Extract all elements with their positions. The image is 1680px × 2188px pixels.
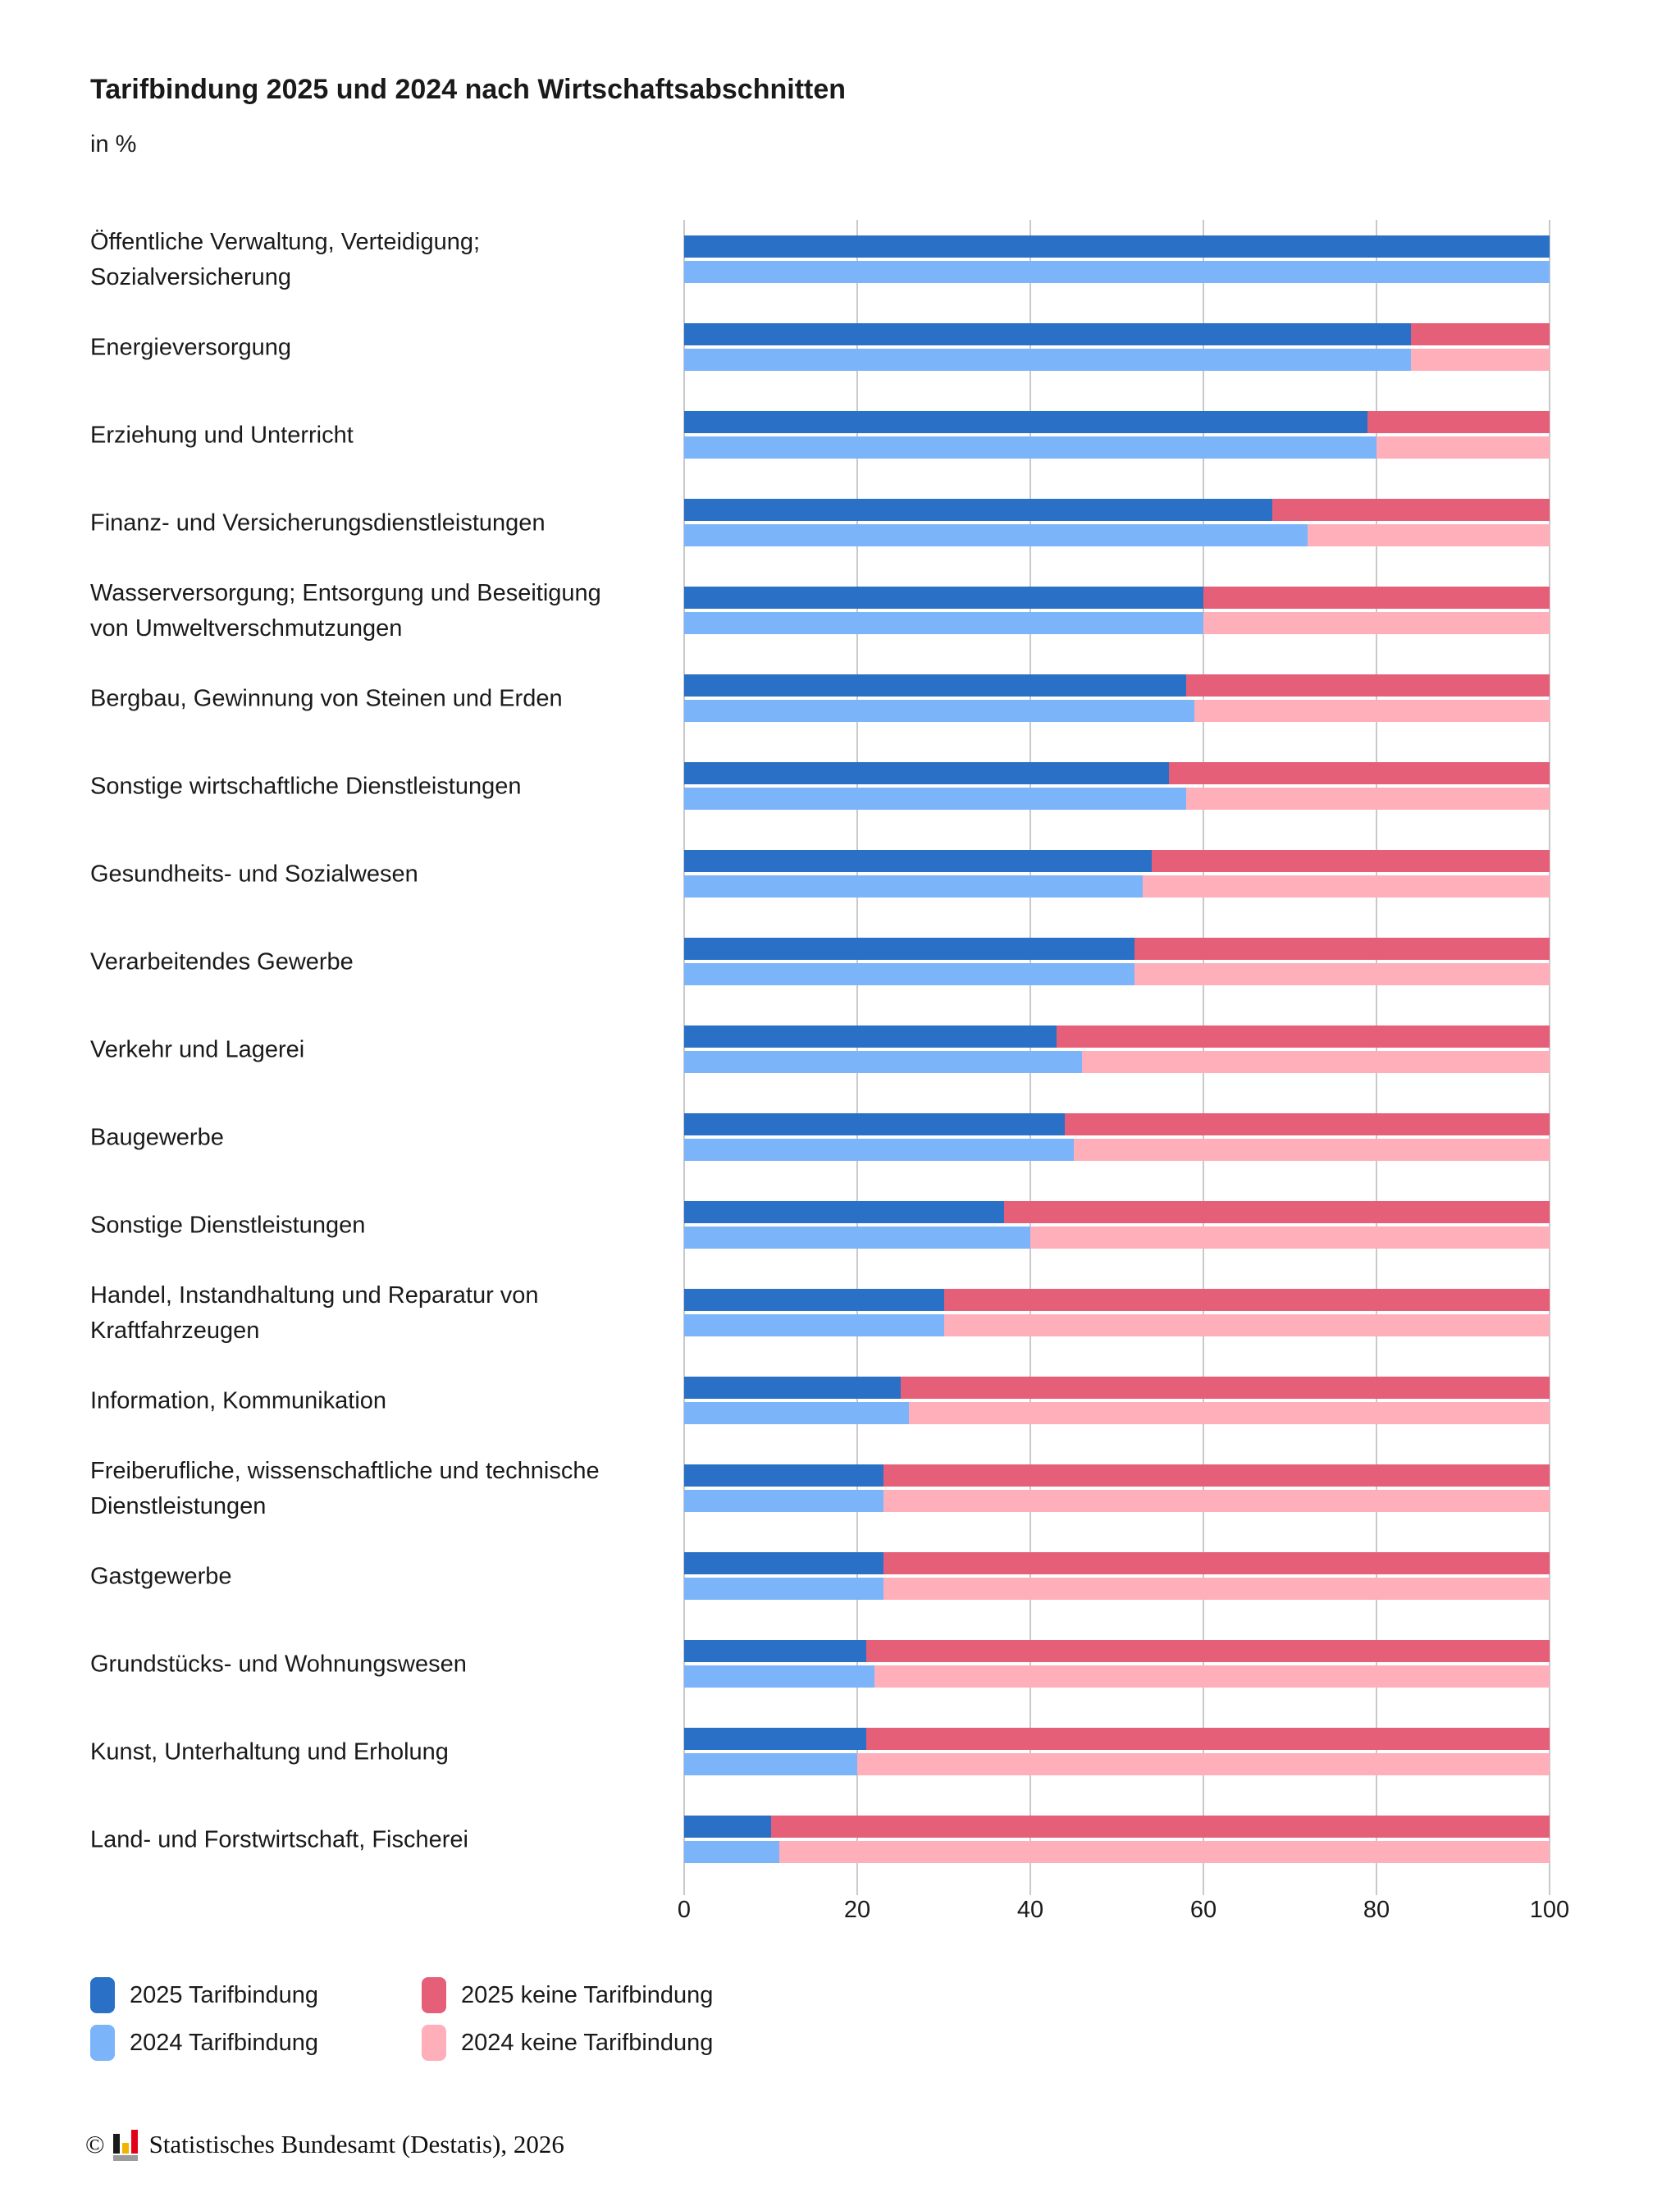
bar-pair [684, 499, 1550, 546]
x-tick-label: 80 [1363, 1897, 1390, 1923]
bar-2024 [684, 1139, 1550, 1161]
bar-pair [684, 938, 1550, 985]
segment-2025-keine-tarifbindung [1134, 938, 1550, 960]
bar-2024 [684, 261, 1550, 283]
segment-2024-keine-tarifbindung [909, 1402, 1550, 1424]
bar-2024 [684, 1402, 1550, 1424]
segment-2024-tarifbindung [684, 1578, 883, 1600]
segment-2024-keine-tarifbindung [1376, 436, 1550, 459]
category-label: Verkehr und Lagerei [90, 1036, 305, 1062]
segment-2024-keine-tarifbindung [779, 1841, 1550, 1863]
bar-2025 [684, 1464, 1550, 1487]
legend-item [90, 2025, 422, 2061]
segment-2025-keine-tarifbindung [883, 1464, 1550, 1487]
segment-2025-tarifbindung [684, 850, 1152, 872]
category-label: Energieversorgung [90, 334, 292, 360]
segment-2024-keine-tarifbindung [874, 1665, 1550, 1688]
chart-row [0, 1357, 1680, 1445]
chart-row [0, 391, 1680, 479]
footer [85, 2128, 564, 2161]
bar-pair [684, 1377, 1550, 1424]
segment-2025-tarifbindung [684, 1640, 866, 1662]
bar-2025 [684, 1025, 1550, 1048]
x-tick-label: 60 [1189, 1897, 1217, 1923]
chart-row [0, 1533, 1680, 1620]
chart-row [0, 1445, 1680, 1533]
bar-2024 [684, 1314, 1550, 1336]
segment-2025-tarifbindung [684, 323, 1411, 345]
bar-2025 [684, 1377, 1550, 1399]
bar-2024 [684, 875, 1550, 898]
category-label: Erziehung und Unterricht [90, 422, 354, 448]
segment-2024-tarifbindung [684, 612, 1203, 634]
category-label: Handel, Instandhaltung und Reparatur von Kraftfahrzeugen [90, 1281, 539, 1344]
segment-2024-tarifbindung [684, 524, 1308, 546]
chart-row [0, 567, 1680, 655]
bar-2024 [684, 788, 1550, 810]
bar-pair [684, 1025, 1550, 1073]
category-label: Finanz- und Versicherungsdienstleistungen [90, 509, 546, 536]
category-label: Information, Kommunikation [90, 1387, 387, 1414]
bar-2024 [684, 1753, 1550, 1775]
segment-2025-keine-tarifbindung [1057, 1025, 1550, 1048]
chart-row [0, 1620, 1680, 1708]
legend-label: 2025 Tarifbindung [130, 1981, 319, 2008]
bar-2025 [684, 1728, 1550, 1750]
segment-2024-tarifbindung [684, 1753, 857, 1775]
segment-2024-tarifbindung [684, 261, 1550, 283]
segment-2025-keine-tarifbindung [944, 1289, 1550, 1311]
x-axis [677, 1897, 1570, 1934]
bar-2025 [684, 850, 1550, 872]
chart-row [0, 742, 1680, 830]
bar-pair [684, 587, 1550, 634]
segment-2024-keine-tarifbindung [883, 1578, 1550, 1600]
bar-2025 [684, 587, 1550, 609]
category-label: Freiberufliche, wissenschaftliche und technische Dienstleistungen [90, 1457, 600, 1519]
footer-source: Statistisches Bundesamt (Destatis), 2026 [148, 2130, 564, 2158]
segment-2024-keine-tarifbindung [1134, 963, 1550, 985]
segment-2025-keine-tarifbindung [1186, 674, 1550, 697]
bar-2024 [684, 436, 1550, 459]
segment-2024-keine-tarifbindung [1143, 875, 1550, 898]
copyright-symbol: © [85, 2130, 105, 2158]
segment-2025-keine-tarifbindung [883, 1552, 1550, 1574]
category-label: Wasserversorgung; Entsorgung und Beseitigung von Umweltverschmutzungen [90, 579, 601, 642]
segment-2024-tarifbindung [684, 1490, 883, 1512]
bar-pair [684, 323, 1550, 371]
bar-2025 [684, 411, 1550, 433]
category-label: Grundstücks- und Wohnungswesen [90, 1651, 467, 1677]
segment-2025-tarifbindung [684, 587, 1203, 609]
segment-2025-keine-tarifbindung [901, 1377, 1550, 1399]
bar-pair [684, 1816, 1550, 1863]
bar-2024 [684, 1226, 1550, 1249]
segment-2025-keine-tarifbindung [1004, 1201, 1550, 1223]
chart-row [0, 1094, 1680, 1181]
chart-row [0, 479, 1680, 567]
segment-2025-tarifbindung [684, 235, 1550, 258]
chart-row [0, 655, 1680, 742]
category-label: Öffentliche Verwaltung, Verteidigung; Sozialversicherung [90, 228, 481, 290]
x-tick-label: 0 [677, 1897, 692, 1923]
segment-2024-tarifbindung [684, 963, 1134, 985]
segment-2025-tarifbindung [684, 1816, 771, 1838]
bar-2025 [684, 1640, 1550, 1662]
destatis-logo-icon [113, 2128, 141, 2161]
segment-2024-tarifbindung [684, 1139, 1074, 1161]
chart-row [0, 830, 1680, 918]
bar-2025 [684, 323, 1550, 345]
bar-2025 [684, 1552, 1550, 1574]
legend-item [422, 2025, 713, 2061]
segment-2024-tarifbindung [684, 349, 1411, 371]
bar-pair [684, 411, 1550, 459]
bar-2024 [684, 524, 1550, 546]
segment-2025-tarifbindung [684, 1201, 1004, 1223]
chart-row [0, 1006, 1680, 1094]
bar-2025 [684, 1201, 1550, 1223]
segment-2025-keine-tarifbindung [866, 1728, 1550, 1750]
bar-2024 [684, 700, 1550, 722]
segment-2024-tarifbindung [684, 788, 1186, 810]
segment-2024-keine-tarifbindung [1411, 349, 1550, 371]
segment-2025-tarifbindung [684, 1377, 901, 1399]
segment-2025-keine-tarifbindung [1203, 587, 1550, 609]
chart-row [0, 1708, 1680, 1796]
legend-item [90, 1977, 422, 2013]
bar-pair [684, 1289, 1550, 1336]
chart-row [0, 1181, 1680, 1269]
segment-2025-tarifbindung [684, 499, 1272, 521]
segment-2025-keine-tarifbindung [1367, 411, 1550, 433]
bar-2025 [684, 762, 1550, 784]
segment-2025-tarifbindung [684, 762, 1169, 784]
legend [90, 1977, 713, 2061]
chart-subtitle: in % [90, 131, 137, 158]
segment-2024-tarifbindung [684, 1226, 1030, 1249]
segment-2024-keine-tarifbindung [1308, 524, 1550, 546]
bar-pair [684, 1640, 1550, 1688]
segment-2024-keine-tarifbindung [1082, 1051, 1550, 1073]
legend-swatch [422, 1977, 446, 2013]
segment-2025-tarifbindung [684, 1552, 883, 1574]
segment-2025-tarifbindung [684, 1025, 1057, 1048]
bar-2024 [684, 1665, 1550, 1688]
bar-2024 [684, 1490, 1550, 1512]
x-tick-label: 100 [1529, 1897, 1570, 1923]
segment-2024-tarifbindung [684, 1841, 779, 1863]
bar-2024 [684, 1051, 1550, 1073]
bar-2025 [684, 1113, 1550, 1135]
category-label: Sonstige Dienstleistungen [90, 1212, 366, 1238]
segment-2025-tarifbindung [684, 1728, 866, 1750]
segment-2025-tarifbindung [684, 411, 1367, 433]
segment-2024-keine-tarifbindung [1030, 1226, 1550, 1249]
segment-2025-keine-tarifbindung [1065, 1113, 1550, 1135]
segment-2025-tarifbindung [684, 938, 1134, 960]
segment-2025-tarifbindung [684, 1464, 883, 1487]
chart-row [0, 1269, 1680, 1357]
legend-label: 2024 Tarifbindung [130, 2029, 319, 2056]
x-tick-label: 40 [1016, 1897, 1044, 1923]
segment-2024-keine-tarifbindung [1194, 700, 1550, 722]
segment-2024-keine-tarifbindung [1186, 788, 1550, 810]
bar-2024 [684, 349, 1550, 371]
segment-2024-tarifbindung [684, 1665, 874, 1688]
segment-2024-keine-tarifbindung [944, 1314, 1550, 1336]
segment-2024-tarifbindung [684, 1402, 909, 1424]
legend-swatch [90, 1977, 115, 2013]
bar-pair [684, 1728, 1550, 1775]
chart-rows [0, 216, 1680, 1884]
bar-2024 [684, 963, 1550, 985]
category-label: Kunst, Unterhaltung und Erholung [90, 1738, 449, 1765]
bar-2025 [684, 674, 1550, 697]
segment-2025-tarifbindung [684, 1289, 944, 1311]
segment-2024-keine-tarifbindung [883, 1490, 1550, 1512]
category-label: Sonstige wirtschaftliche Dienstleistungen [90, 773, 522, 799]
x-tick-label: 20 [843, 1897, 871, 1923]
segment-2025-keine-tarifbindung [1169, 762, 1550, 784]
segment-2024-tarifbindung [684, 875, 1143, 898]
chart-row [0, 304, 1680, 391]
segment-2025-tarifbindung [684, 674, 1186, 697]
legend-label: 2024 keine Tarifbindung [461, 2029, 714, 2056]
bar-pair [684, 1552, 1550, 1600]
category-label: Gastgewerbe [90, 1563, 232, 1589]
bar-pair [684, 1464, 1550, 1512]
segment-2024-tarifbindung [684, 1314, 944, 1336]
bar-pair [684, 235, 1550, 283]
segment-2025-tarifbindung [684, 1113, 1065, 1135]
chart-row [0, 918, 1680, 1006]
legend-label: 2025 keine Tarifbindung [461, 1981, 714, 2008]
segment-2024-tarifbindung [684, 1051, 1082, 1073]
segment-2024-keine-tarifbindung [1203, 612, 1550, 634]
category-label: Bergbau, Gewinnung von Steinen und Erden [90, 685, 563, 711]
bar-2024 [684, 1578, 1550, 1600]
bar-2024 [684, 1841, 1550, 1863]
bar-pair [684, 850, 1550, 898]
segment-2025-keine-tarifbindung [866, 1640, 1550, 1662]
segment-2025-keine-tarifbindung [1411, 323, 1550, 345]
segment-2024-keine-tarifbindung [1074, 1139, 1550, 1161]
bar-2025 [684, 235, 1550, 258]
bar-pair [684, 762, 1550, 810]
bar-2025 [684, 938, 1550, 960]
category-label: Verarbeitendes Gewerbe [90, 948, 354, 975]
bar-pair [684, 1201, 1550, 1249]
segment-2024-tarifbindung [684, 436, 1376, 459]
legend-swatch [422, 2025, 446, 2061]
legend-item [422, 1977, 713, 2013]
segment-2025-keine-tarifbindung [1272, 499, 1550, 521]
segment-2025-keine-tarifbindung [1152, 850, 1550, 872]
bar-2025 [684, 1816, 1550, 1838]
category-label: Gesundheits- und Sozialwesen [90, 861, 418, 887]
category-label: Baugewerbe [90, 1124, 224, 1150]
bar-pair [684, 1113, 1550, 1161]
bar-2024 [684, 612, 1550, 634]
bar-2025 [684, 1289, 1550, 1311]
segment-2024-keine-tarifbindung [857, 1753, 1550, 1775]
segment-2024-tarifbindung [684, 700, 1194, 722]
bar-2025 [684, 499, 1550, 521]
bar-pair [684, 674, 1550, 722]
category-label: Land- und Forstwirtschaft, Fischerei [90, 1826, 468, 1852]
chart-row [0, 216, 1680, 304]
chart-title: Tarifbindung 2025 und 2024 nach Wirtschaftsabschnitten [90, 74, 847, 105]
chart-row [0, 1796, 1680, 1884]
legend-swatch [90, 2025, 115, 2061]
segment-2025-keine-tarifbindung [771, 1816, 1550, 1838]
